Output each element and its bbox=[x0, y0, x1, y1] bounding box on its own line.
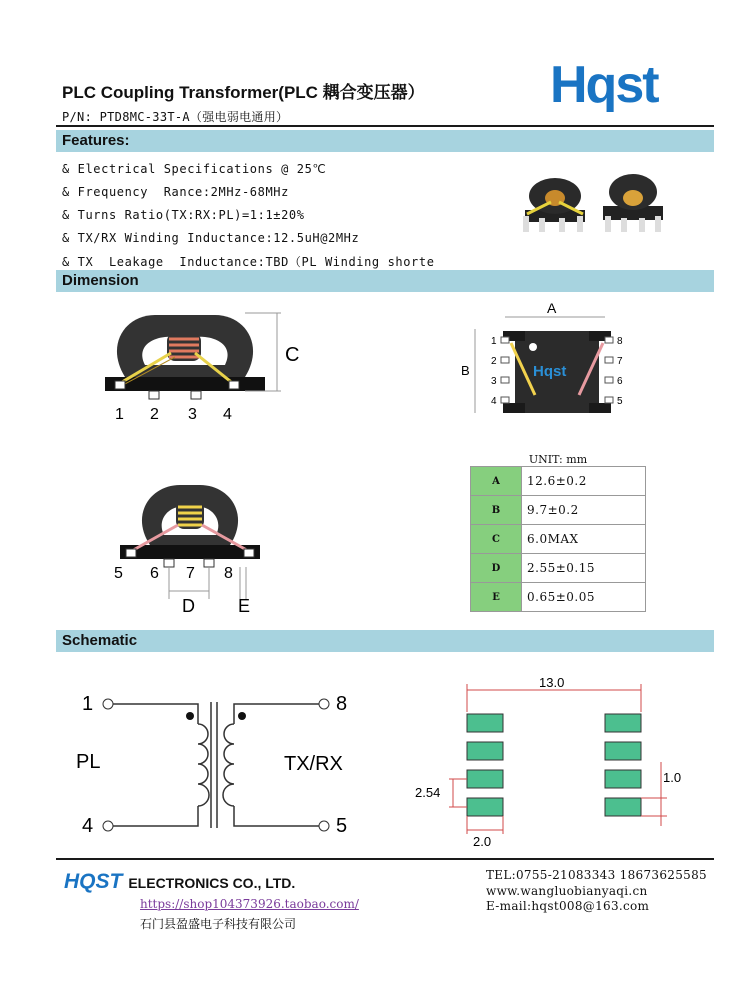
pin-label: 4 bbox=[82, 815, 94, 837]
footprint-diagram bbox=[405, 676, 705, 855]
features-heading: Features: bbox=[62, 132, 130, 149]
table-row: D 2.55±0.15 bbox=[471, 554, 646, 583]
contact-tel: TEL:0755-21083343 18673625585 bbox=[486, 868, 707, 882]
top-view-logo: Hqst bbox=[533, 363, 567, 380]
top-view-drawing bbox=[455, 295, 635, 429]
pin-label: 5 bbox=[114, 565, 123, 582]
company-chinese-name: 石门县盈盛电子科技有限公司 bbox=[140, 917, 297, 931]
pin-label: 8 bbox=[224, 565, 233, 582]
table-row: C 6.0MAX bbox=[471, 525, 646, 554]
company-suffix: ELECTRONICS CO., LTD. bbox=[128, 875, 296, 891]
feature-item: & Frequency Rance:2MHz-68MHz bbox=[62, 185, 289, 199]
txrx-label: TX/RX bbox=[284, 753, 343, 775]
footprint-pad-height-label: 1.0 bbox=[663, 770, 682, 785]
features-band bbox=[56, 130, 714, 152]
feature-item: & TX Leakage Inductance:TBD（PL Winding shorte bbox=[62, 255, 435, 269]
company-name bbox=[64, 870, 295, 894]
footprint-width-label: 13.0 bbox=[539, 676, 565, 690]
pin-label: 6 bbox=[150, 565, 159, 582]
schematic-heading: Schematic bbox=[62, 632, 138, 649]
pin-label: 8 bbox=[336, 693, 348, 715]
dim-label-c: C bbox=[285, 344, 300, 366]
contact-email: E-mail:hqst008@163.com bbox=[486, 899, 650, 913]
table-row: E 0.65±0.05 bbox=[471, 583, 646, 612]
table-row: A 12.6±0.2 bbox=[471, 467, 646, 496]
table-row: B 9.7±0.2 bbox=[471, 496, 646, 525]
pin-label: 2 bbox=[150, 406, 159, 423]
feature-item: & TX/RX Winding Inductance:12.5uH@2MHz bbox=[62, 231, 360, 245]
pin-label: 5 bbox=[336, 815, 348, 837]
pin-label: 1 bbox=[491, 336, 497, 347]
company-brand: HQST bbox=[64, 870, 123, 893]
pin-label: 3 bbox=[188, 406, 197, 423]
side-view-2-drawing bbox=[100, 475, 280, 624]
pin-label: 3 bbox=[491, 376, 497, 387]
footprint-pad-width-label: 2.0 bbox=[473, 834, 492, 849]
dim-label-b: B bbox=[461, 363, 470, 378]
dim-label-e: E bbox=[238, 596, 251, 616]
unit-header: UNIT: mm bbox=[528, 452, 588, 466]
logo-text: Hqst bbox=[550, 58, 658, 112]
part-number: P/N: PTD8MC-33T-A（强电弱电通用） bbox=[62, 110, 289, 124]
pin-label: 1 bbox=[115, 406, 124, 423]
product-photo bbox=[515, 170, 675, 244]
dimension-table bbox=[470, 452, 646, 612]
header-rule bbox=[56, 125, 714, 127]
contact-web: www.wangluobianyaqi.cn bbox=[486, 884, 648, 898]
pin-label: 8 bbox=[617, 336, 623, 347]
dim-label-a: A bbox=[547, 300, 557, 316]
schematic-band bbox=[56, 630, 714, 652]
pin-label: 2 bbox=[491, 356, 497, 367]
pin-label: 4 bbox=[223, 406, 232, 423]
feature-item: & Turns Ratio(TX:RX:PL)=1:1±20% bbox=[62, 208, 305, 222]
pl-label: PL bbox=[76, 751, 101, 773]
footprint-pitch-label: 2.54 bbox=[415, 785, 441, 800]
hqst-logo bbox=[548, 58, 698, 116]
pin-label: 5 bbox=[617, 396, 623, 407]
dimension-heading: Dimension bbox=[62, 272, 139, 289]
pin-label: 7 bbox=[617, 356, 623, 367]
pin-label: 1 bbox=[82, 693, 94, 715]
footer-rule bbox=[56, 858, 714, 860]
pin-label: 6 bbox=[617, 376, 623, 387]
pin-label: 4 bbox=[491, 396, 497, 407]
dim-label-d: D bbox=[182, 596, 195, 616]
pin-label: 7 bbox=[186, 565, 195, 582]
side-view-1-drawing bbox=[95, 305, 315, 434]
schematic-diagram bbox=[70, 686, 390, 850]
shop-link[interactable]: https://shop104373926.taobao.com/ bbox=[140, 897, 359, 911]
feature-item: & Electrical Specifications @ 25℃ bbox=[62, 162, 327, 176]
document-title: PLC Coupling Transformer(PLC 耦合变压器） bbox=[62, 83, 425, 102]
dimension-band bbox=[56, 270, 714, 292]
